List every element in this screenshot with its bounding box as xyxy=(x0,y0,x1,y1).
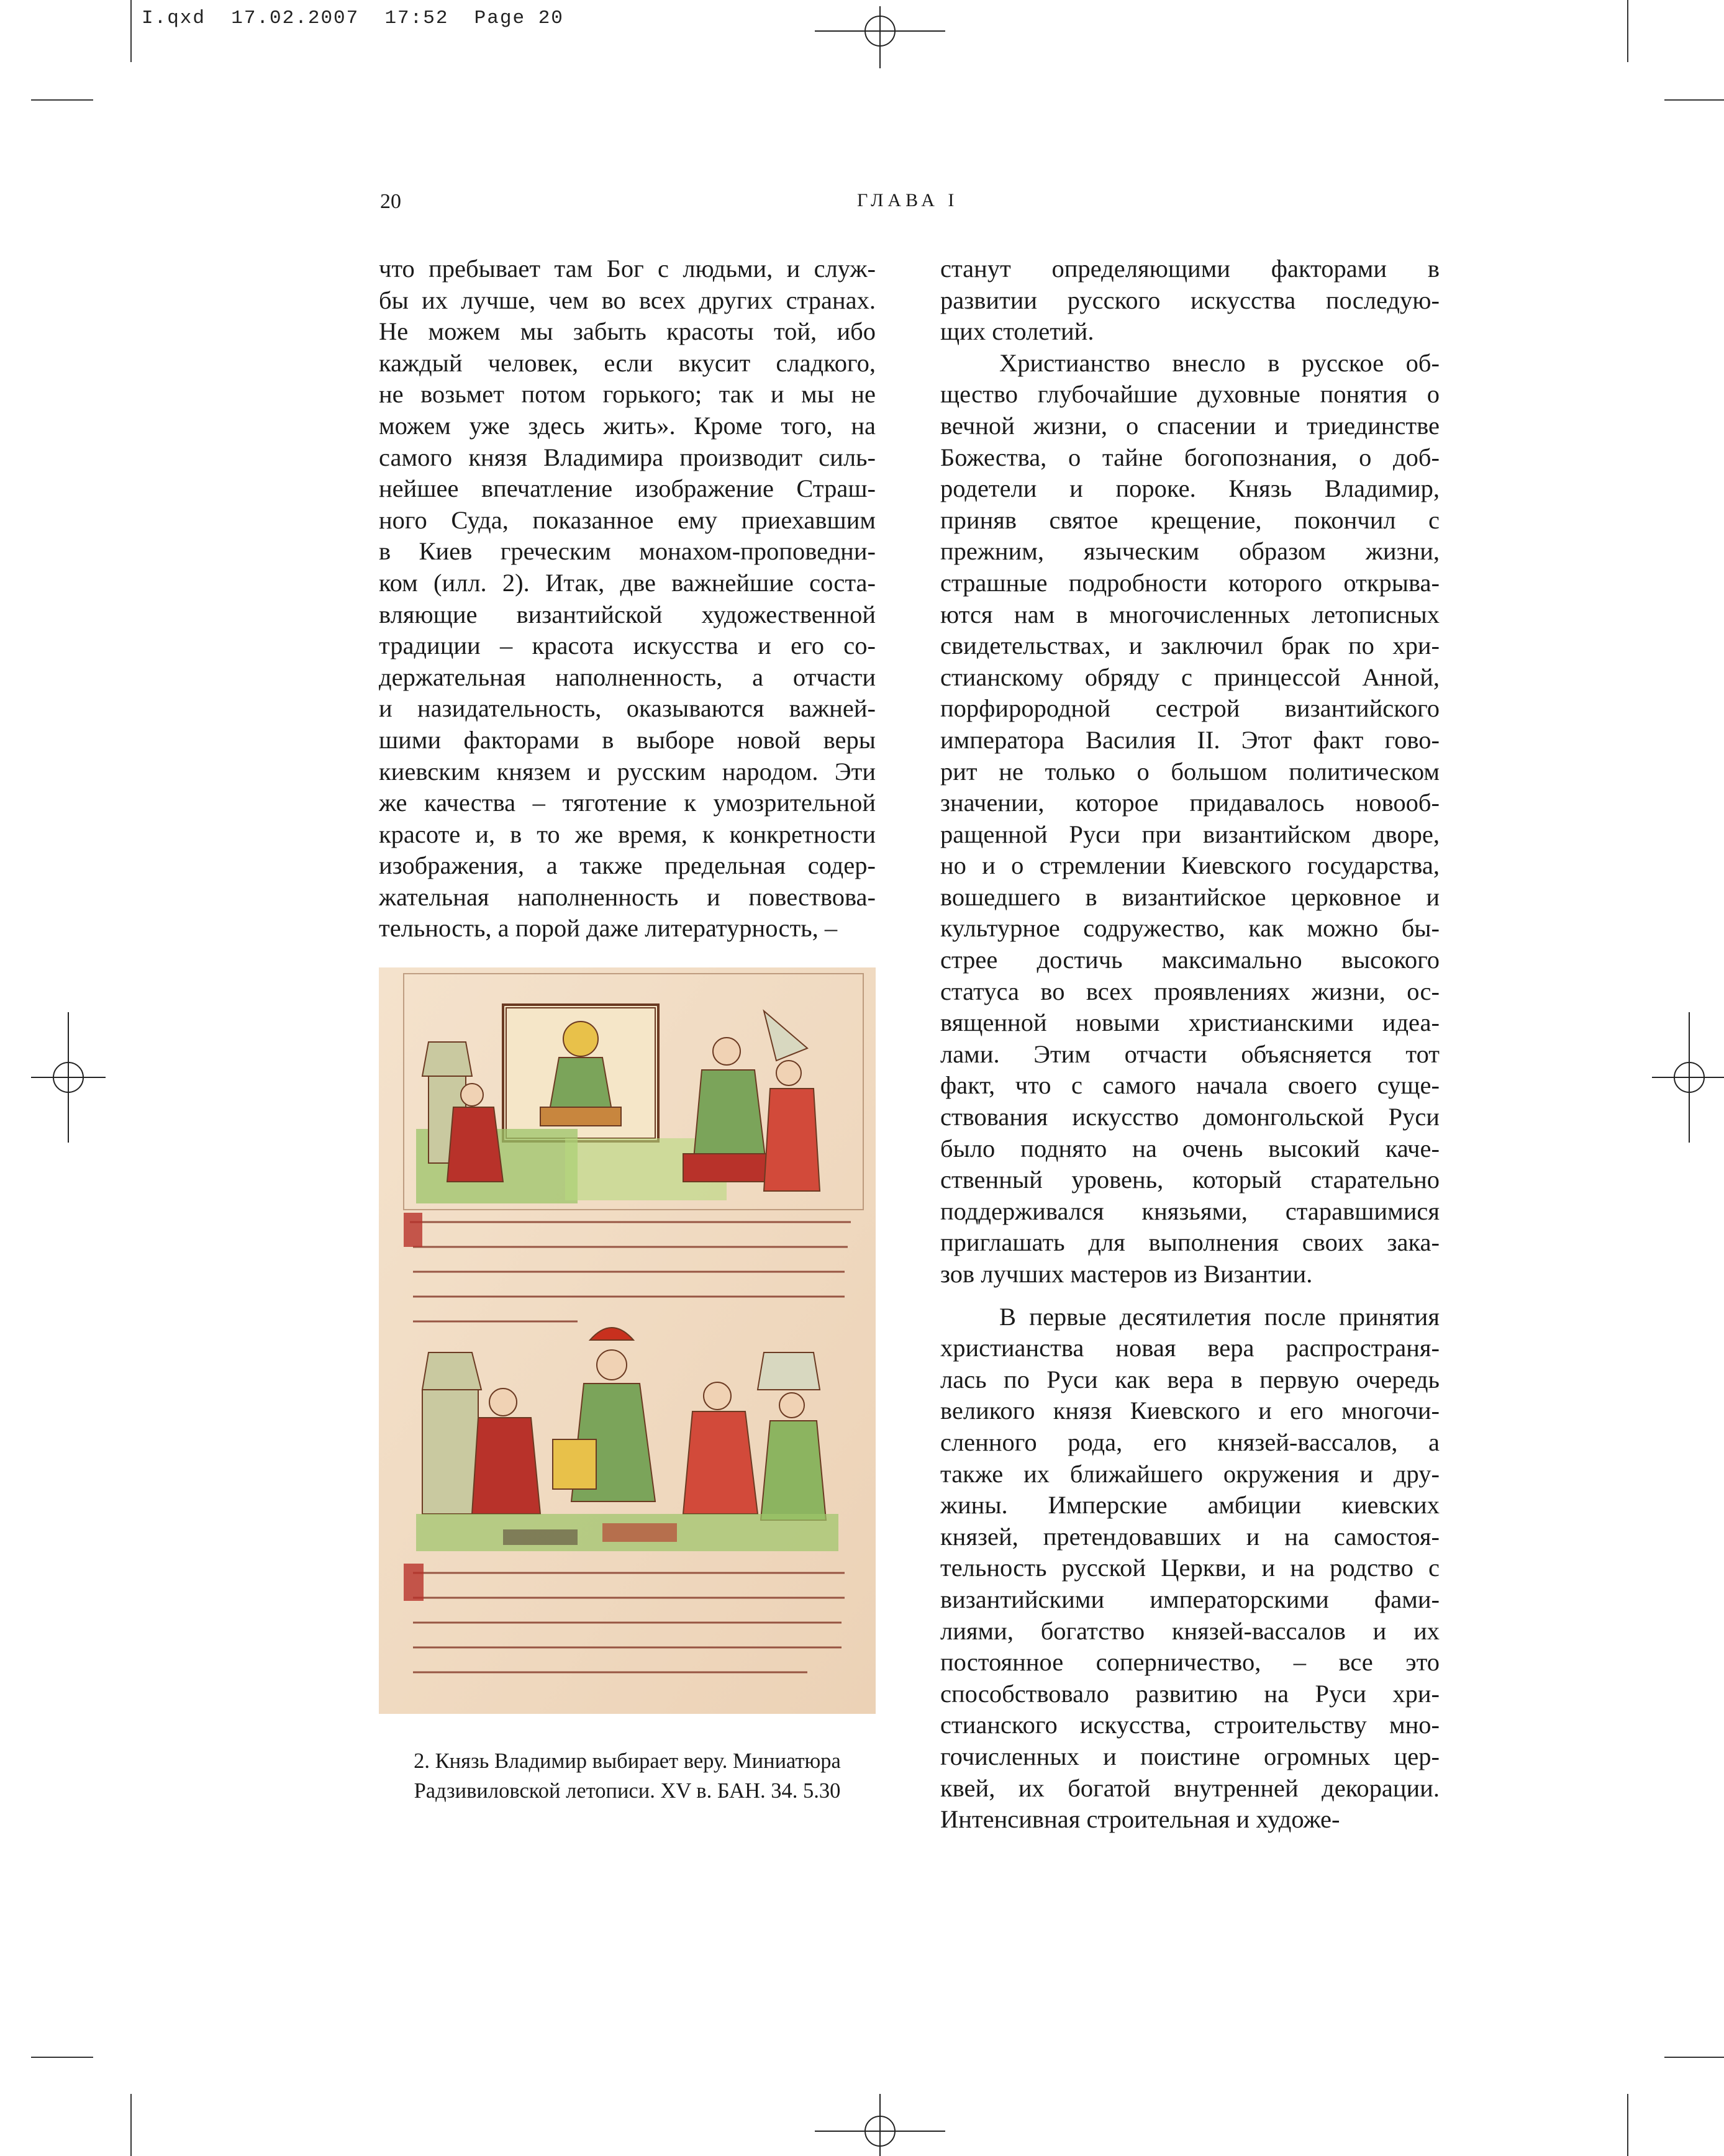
crop-mark-bottom-right-vertical xyxy=(1627,2094,1628,2156)
text-line: в Киев греческим монахом-проповедни- xyxy=(379,537,876,566)
text-line: было поднято на очень высокий каче- xyxy=(940,1134,1440,1162)
text-line: прежним, языческим образом жизни, xyxy=(940,537,1440,566)
text-line: Христианство внесло в русское об- xyxy=(999,348,1440,377)
text-line: ного Суда, показанное ему приехавшим xyxy=(379,505,876,534)
text-line: вляющие византийской художественной xyxy=(379,600,876,628)
manuscript-miniature-illustration xyxy=(379,967,876,1714)
text-line: но и о стремлении Киевского государства, xyxy=(940,851,1440,880)
text-line: ственный уровень, который старательно xyxy=(940,1166,1440,1194)
text-line: самого князя Владимира производит силь- xyxy=(379,443,876,471)
registration-mark-left-icon xyxy=(31,1012,106,1143)
text-line: тельность, а порой даже литературность, – xyxy=(379,914,838,943)
text-line: христианства новая вера распространя- xyxy=(940,1334,1440,1362)
text-line: не возьмет потом горького; так и мы не xyxy=(379,380,876,409)
crop-mark-top-left-vertical xyxy=(130,0,132,62)
text-line: вечной жизни, о спасении и триединстве xyxy=(940,411,1440,440)
right-paragraph-3 xyxy=(940,1302,1440,1836)
crop-mark-top-right-horizontal xyxy=(1664,99,1724,101)
text-line: значении, которое придавалось новооб- xyxy=(940,789,1440,817)
text-line: жательная наполненность и повествова- xyxy=(379,882,876,911)
text-line: жины. Имперские амбиции киевских xyxy=(940,1491,1440,1520)
text-line: развитии русского искусства последую- xyxy=(940,286,1440,314)
text-line: бы их лучше, чем во всех других странах. xyxy=(379,286,876,314)
text-line: императора Василия II. Этот факт гово- xyxy=(940,725,1440,754)
text-line: стрее достичь максимально высокого xyxy=(940,946,1440,974)
text-line: и назидательность, оказываются важней- xyxy=(379,694,876,723)
caption-line-2: Радзивиловской летописи. XV в. БАН. 34. 5.30 xyxy=(414,1779,841,1803)
crop-mark-bottom-right-horizontal xyxy=(1664,2057,1724,2058)
text-line: факт, что с самого начала своего суще- xyxy=(940,1071,1440,1100)
text-line: красоте и, в то же время, к конкретности xyxy=(379,820,876,848)
text-line: Интенсивная строительная и художе- xyxy=(940,1805,1340,1834)
text-line: способствовало развитию на Руси хри- xyxy=(940,1679,1440,1708)
text-line: великого князя Киевского и его многочи- xyxy=(940,1397,1440,1425)
text-line: что пребывает там Бог с людьми, и служ- xyxy=(379,255,876,283)
text-line: Не можем мы забыть красоты той, ибо xyxy=(379,317,876,346)
text-line: шими факторами в выборе новой веры xyxy=(379,725,876,754)
registration-mark-bottom-icon xyxy=(815,2094,945,2156)
text-line: щество глубочайшие духовные понятия о xyxy=(940,380,1440,409)
right-paragraph-1 xyxy=(940,253,1440,348)
text-line: гочисленных и поистине огромных цер- xyxy=(940,1742,1440,1770)
text-line: вошедшего в византийское церковное и xyxy=(940,882,1440,911)
text-line: изображения, а также предельная содер- xyxy=(379,851,876,880)
right-paragraph-2 xyxy=(940,348,1440,1290)
text-line: страшные подробности которого открыва- xyxy=(940,568,1440,597)
text-line: держательная наполненность, а отчасти xyxy=(379,663,876,691)
text-line: можем уже здесь жить». Кроме того, на xyxy=(379,411,876,440)
text-line: ком (илл. 2). Итак, две важнейшие соста- xyxy=(379,568,876,597)
crop-mark-top-left-horizontal xyxy=(31,99,93,101)
left-paragraph xyxy=(379,253,876,944)
text-line: ствования искусство домонгольской Руси xyxy=(940,1103,1440,1131)
printer-slug: I.qxd 17.02.2007 17:52 Page 20 xyxy=(142,7,564,29)
left-column xyxy=(379,253,876,944)
text-line: порфирородной сестрой византийского xyxy=(940,694,1440,723)
text-line: рит не только о большом политическом xyxy=(940,757,1440,786)
text-line: лиями, богатство князей-вассалов и их xyxy=(940,1616,1440,1645)
text-line: ращенной Руси при византийском дворе, xyxy=(940,820,1440,848)
text-line: лами. Этим отчасти объясняется тот xyxy=(940,1040,1440,1068)
text-line: византийскими императорскими фами- xyxy=(940,1585,1440,1613)
text-line: зов лучших мастеров из Византии. xyxy=(940,1260,1313,1288)
text-line: нейшее впечатление изображение Страш- xyxy=(379,474,876,503)
text-line: станут определяющими факторами в xyxy=(940,255,1440,283)
text-line: князей, претендовавших и на самостоя- xyxy=(940,1522,1440,1551)
caption-line-1: 2. Князь Владимир выбирает веру. Миниатюра xyxy=(414,1749,841,1773)
text-line: приглашать для выполнения своих зака- xyxy=(940,1228,1440,1257)
text-line: приняв святое крещение, покончил с xyxy=(940,505,1440,534)
text-line: поддерживался князьями, старавшимися xyxy=(940,1197,1440,1225)
crop-mark-bottom-left-horizontal xyxy=(31,2057,93,2058)
text-line: постоянное соперничество, – все это xyxy=(940,1648,1440,1677)
text-line: сленного рода, его князей-вассалов, а xyxy=(940,1428,1440,1456)
page-number: 20 xyxy=(380,190,401,213)
text-line: щих столетий. xyxy=(940,317,1094,346)
crop-mark-top-right-vertical xyxy=(1627,0,1628,62)
text-line: свидетельствах, и заключил брак по хри- xyxy=(940,632,1440,660)
text-line: стианского искусства, строительству мно- xyxy=(940,1711,1440,1739)
text-line: стианскому обряду с принцессой Анной, xyxy=(940,663,1440,691)
text-line: каждый человек, если вкусит сладкого, xyxy=(379,348,876,377)
text-line: квей, их богатой внутренней декорации. xyxy=(940,1773,1440,1802)
text-line: тельность русской Церкви, и на родство с xyxy=(940,1554,1440,1582)
text-line: киевским князем и русским народом. Эти xyxy=(379,757,876,786)
registration-mark-right-icon xyxy=(1652,1012,1724,1143)
figure-caption xyxy=(379,1746,876,1806)
running-head: ГЛАВА I xyxy=(857,190,959,211)
text-line: культурное содружество, как можно бы- xyxy=(940,914,1440,943)
text-line: родетели и пороке. Князь Владимир, xyxy=(940,474,1440,503)
text-line: традиции – красота искусства и его со- xyxy=(379,632,876,660)
crop-mark-bottom-left-vertical xyxy=(130,2094,132,2156)
text-line: также их ближайшего окружения и дру- xyxy=(940,1459,1440,1488)
right-column xyxy=(940,253,1440,1836)
text-line: Божества, о тайне богопознания, о доб- xyxy=(940,443,1440,471)
text-line: вященной новыми христианскими идеа- xyxy=(940,1008,1440,1037)
text-line: лась по Руси как вера в первую очередь xyxy=(940,1365,1440,1393)
registration-mark-top-icon xyxy=(815,6,945,68)
text-line: ются нам в многочисленных летописных xyxy=(940,600,1440,628)
text-line: В первые десятилетия после принятия xyxy=(999,1302,1440,1331)
text-line: статуса во всех проявлениях жизни, ос- xyxy=(940,977,1440,1005)
text-line: же качества – тяготение к умозрительной xyxy=(379,789,876,817)
